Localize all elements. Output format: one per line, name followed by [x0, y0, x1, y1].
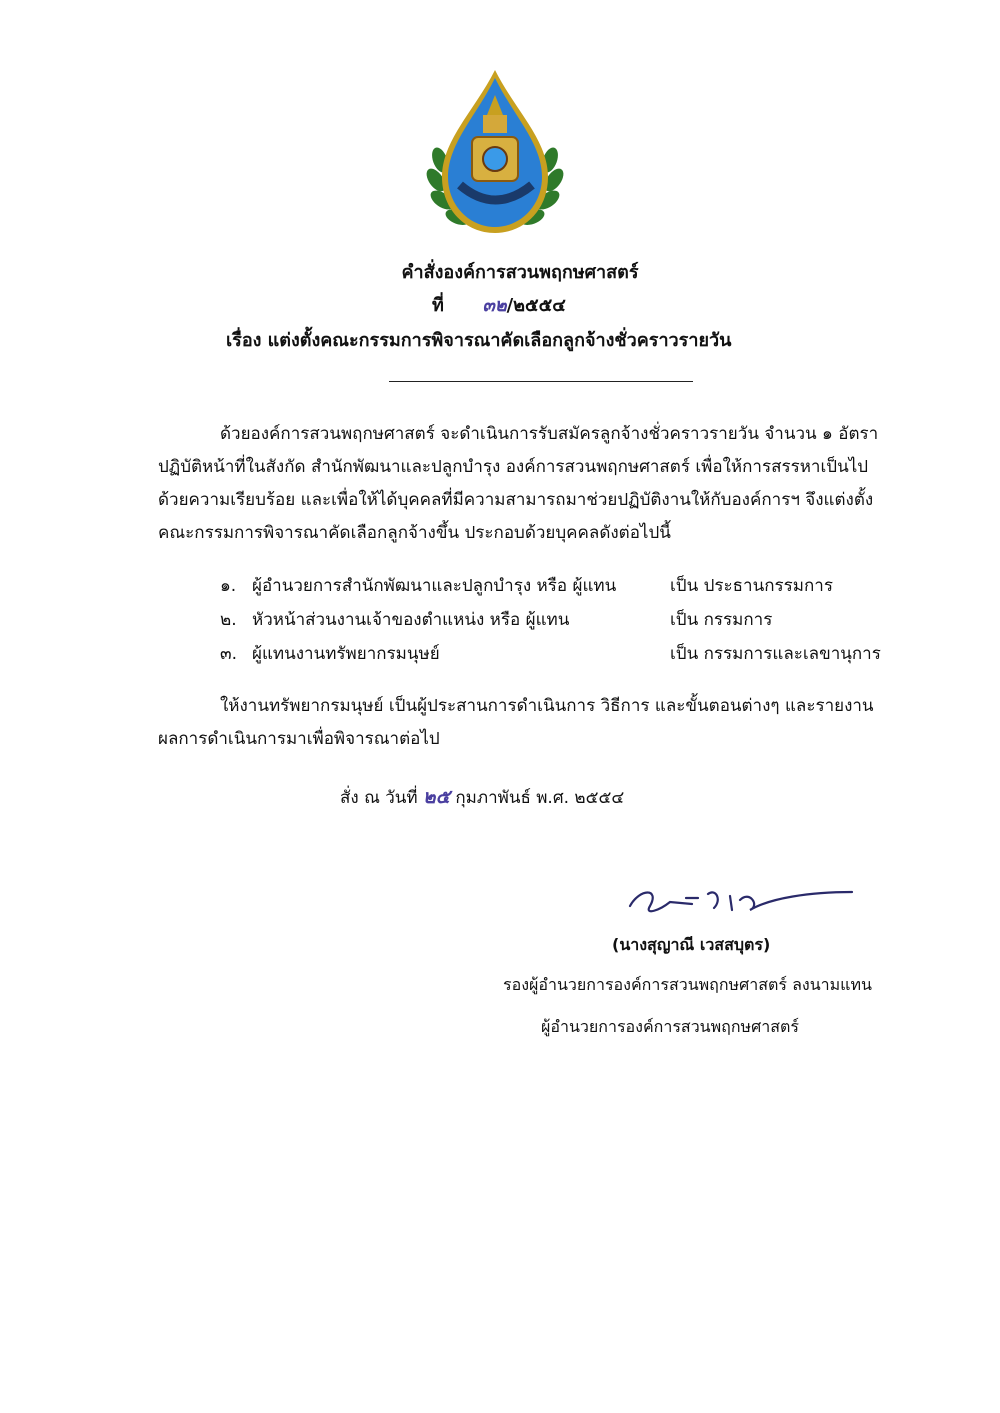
body-paragraph-2 — [158, 690, 928, 756]
member-role: เป็น ประธานกรรมการ — [670, 576, 833, 596]
paragraph-line: ปฏิบัติหน้าที่ในสังกัด สำนักพัฒนาและปลูกบำรุง องค์การสวนพฤกษศาสตร์ เพื่อให้การสรรหาเป็นไป — [158, 457, 869, 477]
member-name: หัวหน้าส่วนงานเจ้าของตำแหน่ง หรือ ผู้แทน — [252, 610, 570, 630]
order-date — [340, 782, 624, 812]
member-number: ๑. — [220, 576, 237, 596]
header-divider — [389, 381, 693, 382]
list-item — [220, 606, 920, 640]
member-name: ผู้อำนวยการสำนักพัฒนาและปลูกบำรุง หรือ ผู้แทน — [252, 576, 617, 596]
member-number: ๒. — [220, 610, 237, 630]
committee-list — [220, 572, 920, 674]
date-day-handwritten: ๒๕ — [423, 786, 450, 808]
order-title: คำสั่งองค์การสวนพฤกษศาสตร์ — [401, 262, 639, 283]
paragraph-line: ผลการดำเนินการมาเพื่อพิจารณาต่อไป — [158, 729, 440, 749]
logo-emblem-icon — [420, 65, 570, 240]
signature-icon — [620, 876, 860, 926]
signatory-position: รองผู้อำนวยการองค์การสวนพฤกษศาสตร์ ลงนามแทน — [503, 975, 872, 994]
order-number-label: ที่ — [432, 295, 444, 316]
member-number: ๓. — [220, 644, 238, 664]
paragraph-line: ด้วยความเรียบร้อย และเพื่อให้ได้บุคคลที่มีความสามารถมาช่วยปฏิบัติงานให้กับองค์การฯ จึงแต่งตั้ง — [158, 490, 874, 510]
date-suffix: กุมภาพันธ์ พ.ศ. ๒๕๕๔ — [455, 788, 625, 808]
order-number — [432, 290, 566, 319]
paragraph-line: คณะกรรมการพิจารณาคัดเลือกลูกจ้างขึ้น ประกอบด้วยบุคคลดังต่อไปนี้ — [158, 523, 671, 543]
list-item — [220, 572, 920, 606]
signatory-name: (นางสุญาณี เวสสบุตร) — [612, 935, 771, 954]
order-subject: เรื่อง แต่งตั้งคณะกรรมการพิจารณาคัดเลือกลูกจ้างชั่วคราวรายวัน — [226, 330, 732, 351]
member-name: ผู้แทนงานทรัพยากรมนุษย์ — [252, 644, 440, 664]
date-prefix: สั่ง ณ วันที่ — [340, 788, 418, 808]
member-role: เป็น กรรมการและเลขานุการ — [670, 644, 881, 664]
member-role: เป็น กรรมการ — [670, 610, 773, 630]
order-number-handwritten: ๓๒ — [482, 295, 507, 316]
handwritten-signature — [620, 876, 860, 926]
organization-logo — [420, 65, 570, 240]
body-paragraph-1 — [158, 418, 928, 550]
list-item — [220, 640, 920, 674]
order-number-suffix: /๒๕๕๔ — [506, 295, 566, 316]
paragraph-line: ให้งานทรัพยากรมนุษย์ เป็นผู้ประสานการดำเนินการ วิธีการ และขั้นตอนต่างๆ และรายงาน — [220, 696, 874, 716]
signatory-position-2: ผู้อำนวยการองค์การสวนพฤกษศาสตร์ — [541, 1017, 799, 1036]
paragraph-line: ด้วยองค์การสวนพฤกษศาสตร์ จะดำเนินการรับสมัครลูกจ้างชั่วคราวรายวัน จำนวน ๑ อัตรา — [220, 424, 879, 444]
